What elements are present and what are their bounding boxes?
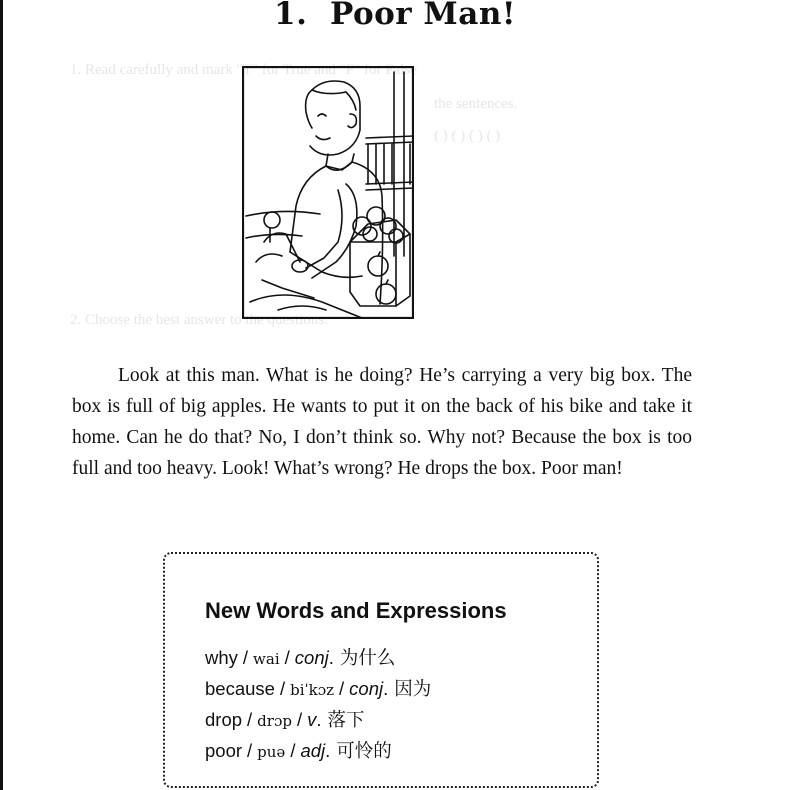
vocab-meaning: 落下 xyxy=(327,710,365,731)
bleed-through-text: the sentences. xyxy=(434,96,518,112)
vocab-pos: conj xyxy=(349,678,384,699)
vocabulary-entry: poor / puə / adj. 可怜的 xyxy=(205,740,392,762)
bleed-through-text: 1. Read carefully and mark "T" for True and "F" for False xyxy=(70,62,417,78)
vocab-pos: v xyxy=(307,709,317,730)
vocabulary-entry: drop / drɔp / v. 落下 xyxy=(205,709,365,731)
vocab-word: poor xyxy=(205,740,243,761)
vocab-pos: conj xyxy=(294,647,329,668)
man-carrying-apple-box-on-bike-illustration xyxy=(242,66,414,319)
lesson-title xyxy=(0,0,790,32)
vocab-meaning: 可怜的 xyxy=(336,741,392,762)
vocabulary-box xyxy=(163,552,599,788)
page-left-border xyxy=(0,0,3,790)
vocabulary-list xyxy=(205,642,431,766)
vocabulary-heading: New Words and Expressions xyxy=(205,598,507,623)
vocab-meaning: 为什么 xyxy=(339,648,396,669)
vocab-meaning: 因为 xyxy=(394,679,432,700)
vocab-word: why xyxy=(205,647,238,668)
vocab-ipa: wai xyxy=(253,650,280,668)
vocab-pos: adj xyxy=(300,740,326,761)
lesson-number: 1. xyxy=(274,0,308,32)
lesson-title-text: Poor Man! xyxy=(329,0,516,32)
vocab-word: drop xyxy=(205,709,243,730)
vocabulary-entry: because / biˈkɔz / conj. 因为 xyxy=(205,678,432,700)
vocab-ipa: drɔp xyxy=(257,712,292,730)
vocab-word: because xyxy=(205,678,275,699)
bleed-through-text: 2. Choose the best answer to the questions. xyxy=(70,312,328,328)
vocab-ipa: biˈkɔz xyxy=(290,681,335,699)
reading-passage xyxy=(72,360,692,484)
vocab-ipa: puə xyxy=(257,743,286,761)
vocabulary-entry: why / wai / conj. 为什么 xyxy=(205,647,396,669)
passage-text: Look at this man. What is he doing? He’s carrying a very big box. The box is full of big apples. He wants to put it on the back of his bike and take it home. Can he do that? No, I don’t think so. Why not? Because the box is too full and too heavy. Look! What’s wrong? He drops the box. Poor man! xyxy=(72,365,692,479)
bleed-through-text: ( ) ( ) ( ) ( ) xyxy=(434,128,501,144)
